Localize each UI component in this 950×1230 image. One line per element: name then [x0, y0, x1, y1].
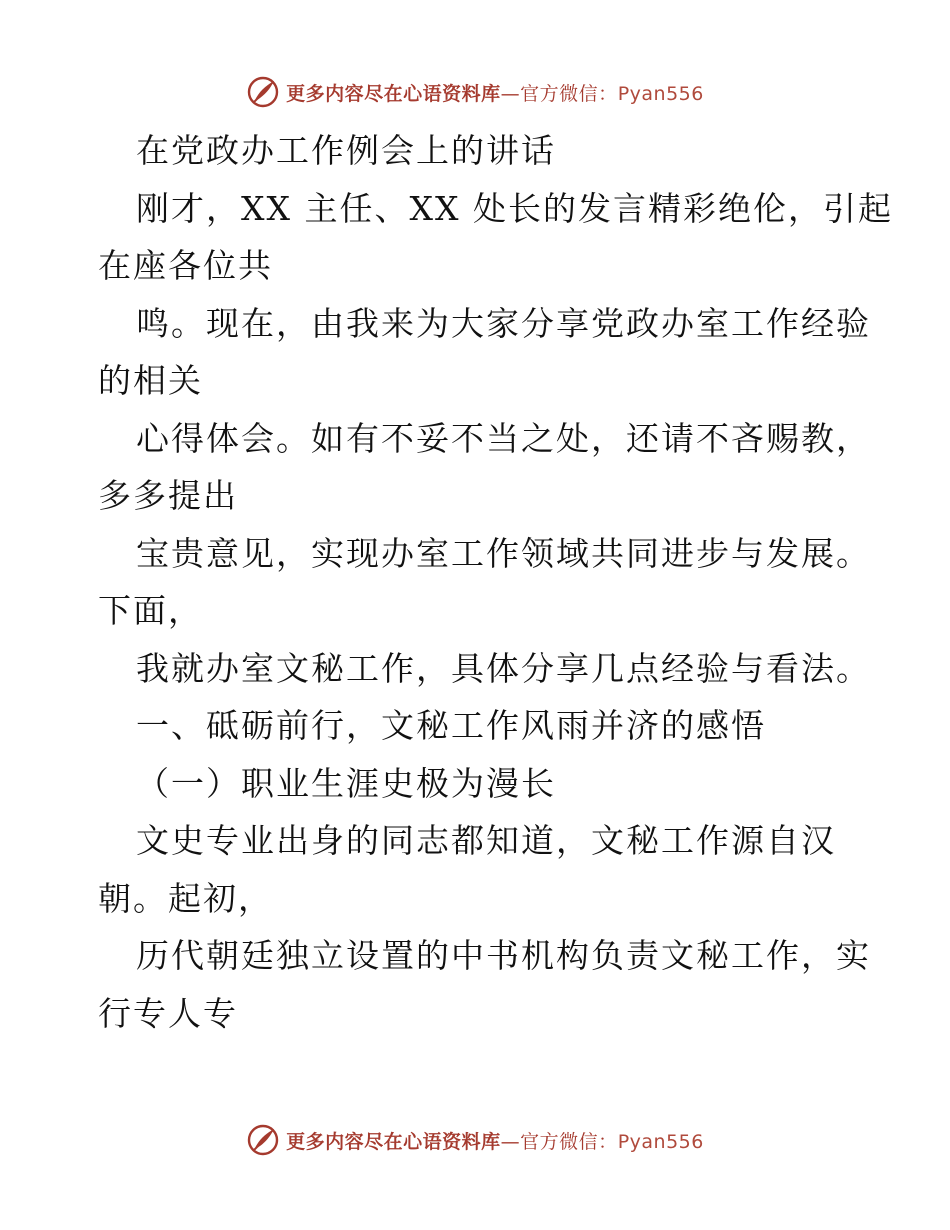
banner-handle: Pyan556	[617, 82, 704, 105]
doc-line: 我就办室文秘工作，具体分享几点经验与看法。	[136, 648, 871, 688]
subsection-heading: （一）职业生涯史极为漫长	[136, 763, 556, 803]
banner-text	[286, 1127, 704, 1154]
document-body	[98, 122, 893, 1042]
doc-line: 心得体会。如有不妥不当之处，还请不吝赐教，	[136, 418, 871, 458]
banner-title: 更多内容尽在心语资料库	[286, 82, 501, 105]
doc-line: 刚才，XX 主任、XX 处长的发言精彩绝伦，引起	[136, 188, 893, 228]
header-banner	[0, 72, 950, 112]
banner-text	[286, 79, 704, 106]
quill-logo-icon	[246, 75, 280, 109]
banner-official-label: 官方微信：	[520, 82, 618, 105]
doc-line: 下面，	[98, 591, 203, 630]
doc-line: 朝。起初，	[98, 878, 273, 918]
doc-line: 历代朝廷独立设置的中书机构负责文秘工作，实	[136, 936, 871, 975]
section-heading: 一、砥砺前行，文秘工作风雨并济的感悟	[136, 706, 766, 745]
doc-line: 行专人专	[98, 993, 238, 1033]
doc-line: 的相关	[98, 361, 203, 400]
doc-line: 在座各位共	[98, 246, 273, 285]
doc-line: 鸣。现在，由我来为大家分享党政办室工作经验	[136, 303, 871, 343]
banner-handle: Pyan556	[617, 1130, 704, 1153]
doc-line: 在党政办工作例会上的讲话	[136, 131, 556, 170]
doc-line: 文史专业出身的同志都知道，文秘工作源自汉	[136, 821, 836, 860]
footer-banner	[0, 1120, 950, 1160]
doc-line: 多多提出	[98, 476, 238, 515]
banner-dash: —	[500, 1130, 521, 1153]
banner-dash: —	[500, 82, 521, 105]
quill-logo-icon	[246, 1123, 280, 1157]
doc-line: 宝贵意见，实现办室工作领域共同进步与发展。	[136, 533, 871, 573]
banner-title: 更多内容尽在心语资料库	[286, 1130, 501, 1153]
banner-official-label: 官方微信：	[520, 1130, 618, 1153]
